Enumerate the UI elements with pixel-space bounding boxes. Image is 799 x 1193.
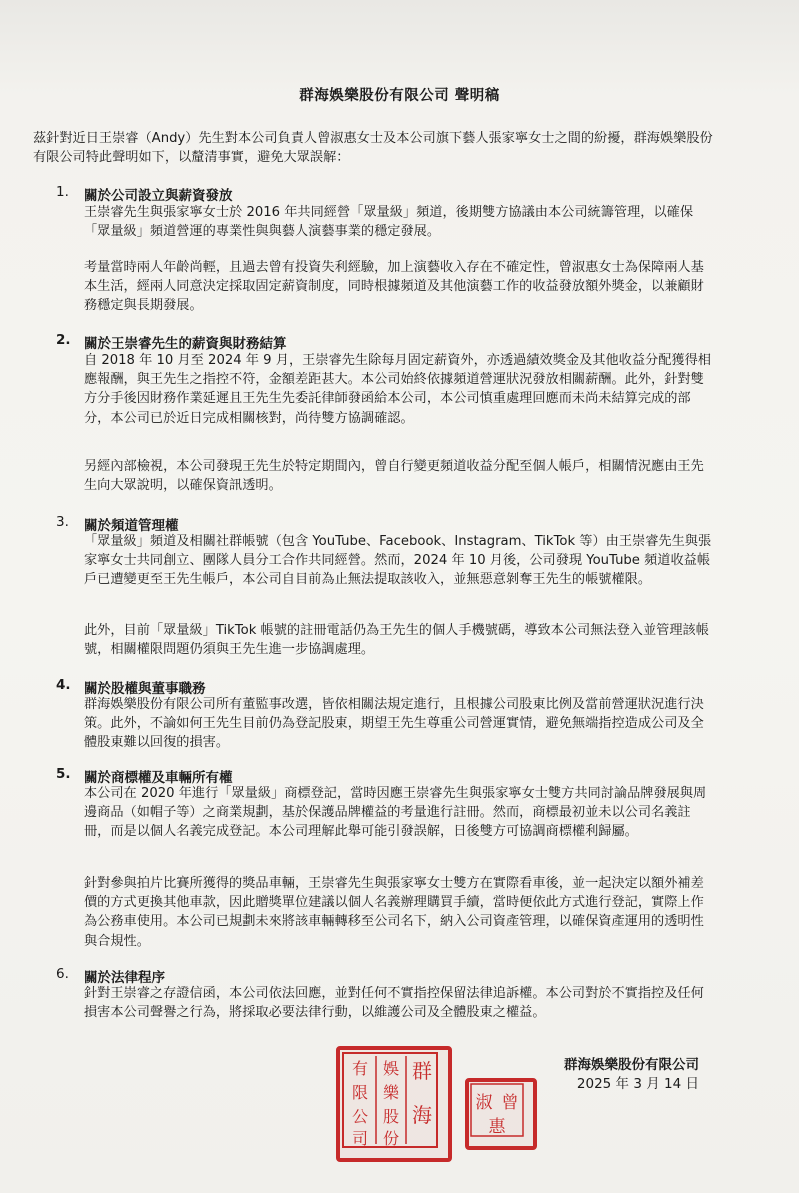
section-3-paragraph-1: 「眾量級」頻道及相關社群帳號（包含 YouTube、Facebook、Instagram、TikTok 等）由王崇睿先生與張家寧女士共同創立、團隊人員分工合作共同經營。然而，2024 年 10 月後，公司發現 YouTube 頻道收益帳戶已遭變更至王先生帳戶，本公司自目前為止無法提取該收入，並無惡意剝奪王先生的帳號權限。 [84, 534, 712, 588]
section-5-paragraph-2: 針對參與拍片比賽所獲得的獎品車輛，王崇睿先生與張家寧女士雙方在實際看車後，並一起決定以額外補差價的方式更換其他車款，因此贈獎單位建議以個人名義辦理購買手續，當時便依此方式進行登記，實際上作為公務車使用。本公司已規劃未來將該車輛轉移至公司名下，納入公司資產管理，以確保資產運用的透明性與合規性。 [84, 876, 704, 949]
document-title: 群海娛樂股份有限公司 聲明稿 [299, 88, 500, 104]
section-5-number: 5. [56, 766, 71, 782]
section-4-title: 關於股權與董事職務 [84, 681, 206, 697]
section-2-number: 2. [56, 332, 71, 348]
signature-block [564, 1056, 699, 1094]
large-seal-char-7: 有 [351, 1059, 369, 1078]
large-seal-char-4: 樂 [382, 1083, 400, 1102]
small-seal-char-2: 淑 [475, 1093, 493, 1113]
section-1-title: 關於公司設立與薪資發放 [84, 188, 233, 204]
personal-seal [465, 1078, 537, 1150]
personal-seal-graphic [469, 1082, 525, 1138]
large-seal-char-1: 群 [412, 1059, 432, 1083]
section-2-paragraph-2: 另經內部檢視，本公司發現王先生於特定期間內，曾自行變更頻道收益分配至個人帳戶，相關情況應由王先生向大眾說明，以確保資訊透明。 [84, 459, 704, 494]
large-seal-char-2: 海 [412, 1103, 432, 1127]
large-seal-char-10: 司 [351, 1129, 369, 1148]
small-seal-char-3: 惠 [488, 1117, 506, 1137]
large-seal-char-5: 股 [382, 1107, 400, 1126]
small-seal-char-1: 曾 [501, 1093, 519, 1113]
large-seal-char-6: 份 [382, 1129, 400, 1148]
signature-date: 2025 年 3 月 14 日 [576, 1076, 699, 1092]
company-seal-graphic [340, 1050, 440, 1150]
large-seal-char-3: 娛 [382, 1059, 400, 1078]
section-3-title: 關於頻道管理權 [84, 518, 179, 534]
large-seal-char-8: 限 [351, 1083, 369, 1102]
section-2-title: 關於王崇睿先生的薪資與財務結算 [84, 336, 287, 352]
section-2-paragraph-1: 自 2018 年 10 月至 2024 年 9 月，王崇睿先生除每月固定薪資外，亦透過績效獎金及其他收益分配獲得相應報酬，與王先生之指控不符，金額差距甚大。本公司始終依據頻道營運狀況發放相關薪酬。此外，針對雙方分手後因財務作業延遲且王先生先委託律師發函給本公司，本公司慎重處理回應而未尚未結算完成的部分，本公司已於近日完成相關核對，尚待雙方協調確認。 [84, 353, 711, 426]
section-1-paragraph-1: 王崇睿先生與張家寧女士於 2016 年共同經營「眾量級」頻道，後期雙方協議由本公司統籌管理，以確保「眾量級」頻道營運的專業性與與藝人演藝事業的穩定發展。 [84, 205, 694, 240]
section-6-title: 關於法律程序 [84, 970, 165, 986]
signature-company: 群海娛樂股份有限公司 [564, 1057, 699, 1073]
company-seal [336, 1046, 452, 1162]
section-4-number: 4. [56, 677, 71, 693]
section-1-number: 1. [56, 184, 69, 200]
section-6-paragraph-1: 針對王崇睿之存證信函，本公司依法回應，並對任何不實指控保留法律追訴權。本公司對於不實指控及任何損害本公司聲譽之行為，將採取必要法律行動，以維護公司及全體股東之權益。 [84, 986, 704, 1021]
section-5-paragraph-1: 本公司在 2020 年進行「眾量級」商標登記，當時因應王崇睿先生與張家寧女士雙方共同討論品牌發展與周邊商品（如帽子等）之商業規劃，基於保護品牌權益的考量進行註冊。然而，商標最初並未以公司名義註冊，而是以個人名義完成登記。本公司理解此舉可能引發誤解，日後雙方可協調商標權利歸屬。 [84, 786, 707, 840]
section-5-title: 關於商標權及車輛所有權 [84, 770, 233, 786]
intro-paragraph: 茲針對近日王崇睿（Andy）先生對本公司負責人曾淑惠女士及本公司旗下藝人張家寧女士之間的紛擾，群海娛樂股份有限公司特此聲明如下，以釐清事實，避免大眾誤解： [33, 131, 713, 165]
large-seal-char-9: 公 [351, 1107, 369, 1126]
section-1-paragraph-2: 考量當時兩人年齡尚輕，且過去曾有投資失利經驗，加上演藝收入存在不確定性，曾淑惠女士為保障兩人基本生活，經兩人同意決定採取固定薪資制度，同時根據頻道及其他演藝工作的收益發放額外獎金，以兼顧財務穩定與長期發展。 [84, 260, 704, 314]
section-6-number: 6. [56, 966, 69, 982]
section-3-number: 3. [56, 514, 69, 530]
section-4-paragraph-1: 群海娛樂股份有限公司所有董監事改選，皆依相關法規定進行，且根據公司股東比例及當前營運狀況進行決策。此外，不論如何王先生目前仍為登記股東，期望王先生尊重公司營運實情，避免無端指控造成公司及全體股東難以回復的損害。 [84, 697, 704, 751]
section-3-paragraph-2: 此外，目前「眾量級」TikTok 帳號的註冊電話仍為王先生的個人手機號碼，導致本公司無法登入並管理該帳號，相關權限問題仍須與王先生進一步協調處理。 [84, 623, 709, 658]
